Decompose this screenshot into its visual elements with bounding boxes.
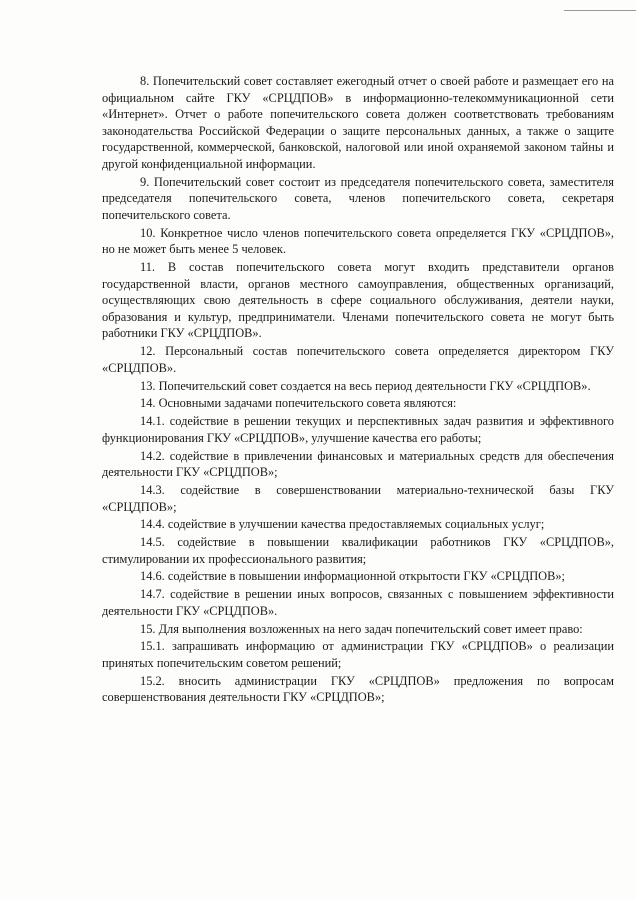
paragraph-15: 15. Для выполнения возложенных на него задач попечительский совет имеет право: bbox=[140, 621, 583, 636]
paragraph-14-7: 14.7. содействие в решении иных вопросов, связанных с повышением эффективности деятельности ГКУ «СРЦДПОВ». bbox=[102, 587, 614, 618]
paragraph-14-2: 14.2. содействие в привлечении финансовых и материальных средств для обеспечения деятельности ГКУ «СРЦДПОВ»; bbox=[102, 448, 614, 480]
paragraph-10: 10. Конкретное число членов попечительского совета определяется ГКУ «СРЦДПОВ», но не может быть менее 5 человек. bbox=[102, 225, 614, 257]
paragraph-12: 12. Персональный состав попечительского совета определяется директором ГКУ «СРЦДПОВ». bbox=[102, 344, 614, 375]
paragraph-15-1: 15.1. запрашивать информацию от администрации ГКУ «СРЦДПОВ» о реализации принятых попечительским советом решений; bbox=[102, 639, 614, 670]
paragraph-14-1: 14.1. содействие в решении текущих и перспективных задач развития и эффективного функционирования ГКУ «СРЦДПОВ», улучшение качества его работы; bbox=[102, 414, 614, 445]
paragraph-14-6: 14.6. содействие в повышении информационной открытости ГКУ «СРЦДПОВ»; bbox=[140, 569, 566, 584]
paragraph-14-5: 14.5. содействие в повышении квалификации работников ГКУ «СРЦДПОВ», стимулировании их профессионального развития; bbox=[102, 535, 614, 566]
paragraph-15-2: 15.2. вносить администрации ГКУ «СРЦДПОВ» предложения по вопросам совершенствования деятельности ГКУ «СРЦДПОВ»; bbox=[102, 673, 614, 705]
paragraph-11: 11. В состав попечительского совета могут входить представители органов государственной власти, органов местного самоуправления, общественных организаций, осуществляющих свою деятельность в сфере социального обслуживания, деятели науки, образования и культур, предприниматели. Членами попечительского совета не могут быть работники ГКУ «СРЦДПОВ». bbox=[102, 260, 614, 341]
paragraph-13: 13. Попечительский совет создается на весь период деятельности ГКУ «СРЦДПОВ». bbox=[140, 378, 591, 393]
paragraph-8: 8. Попечительский совет составляет ежегодный отчет о своей работе и размещает его на официальном сайте ГКУ «СРЦДПОВ» в информационно-телекоммуникационной сети «Интернет». Отчет о работе попечительского совета должен соответствовать требованиям законодательства Российской Федерации о защите персональных данных, а также о защите государственной, коммерческой, банковской, налоговой или иной охраняемой законом тайны и другой конфиденциальной информации. bbox=[102, 74, 614, 171]
paragraph-14: 14. Основными задачами попечительского совета являются: bbox=[140, 396, 457, 411]
paragraph-14-3: 14.3. содействие в совершенствовании материально-технической базы ГКУ «СРЦДПОВ»; bbox=[102, 482, 614, 514]
paragraph-9: 9. Попечительский совет состоит из председателя попечительского совета, заместителя председателя попечительского совета, членов попечительского совета, секретаря попечительского совета. bbox=[102, 174, 614, 222]
scan-artifact-line bbox=[564, 10, 636, 11]
document-body bbox=[102, 73, 614, 707]
paragraph-14-4: 14.4. содействие в улучшении качества предоставляемых социальных услуг; bbox=[140, 517, 545, 532]
